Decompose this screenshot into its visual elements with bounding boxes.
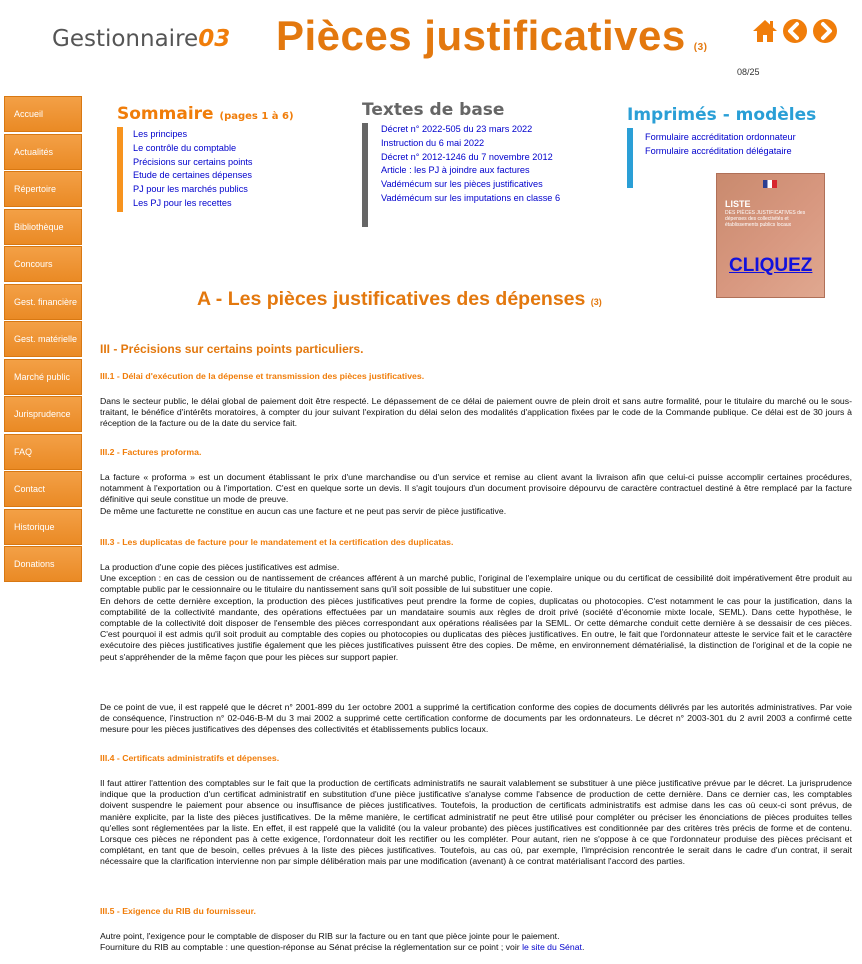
textes-heading: Textes de base — [362, 100, 505, 120]
paragraph-text: Autre point, l'exigence pour le comptable de disposer du RIB sur la facture ou en tant que pièce jointe pour le paiement. — [100, 931, 560, 941]
paragraph-text: La production d'une copie des pièces justificatives est admise. — [100, 562, 340, 572]
sidebar-item-jurisprudence[interactable]: Jurisprudence — [4, 396, 82, 432]
sidebar-item-bibliotheque[interactable]: Bibliothèque — [4, 209, 82, 245]
textes-links — [381, 123, 560, 206]
paragraph-iii-4 — [100, 778, 852, 868]
sidebar-item-marche-public[interactable]: Marché public — [4, 359, 82, 395]
section-title — [197, 288, 602, 311]
cliquez-link[interactable]: CLIQUEZ — [729, 255, 813, 276]
textes-link-article[interactable]: Article : les PJ à joindre aux factures — [381, 165, 530, 176]
sommaire-link-etude[interactable]: Etude de certaines dépenses — [133, 170, 253, 181]
imprimes-link-ordonnateur[interactable]: Formulaire accréditation ordonnateur — [645, 132, 796, 142]
sommaire-link-marches[interactable]: PJ pour les marchés publics — [133, 184, 248, 195]
sommaire-link-precisions[interactable]: Précisions sur certains points — [133, 156, 253, 167]
paragraph-text: De même une facturette ne constitue en aucun cas une facture et ne peut pas servir de pièce justificative. — [100, 505, 507, 516]
sidebar-item-concours[interactable]: Concours — [4, 246, 82, 282]
textes-link-vademecum-classe6[interactable]: Vadémécum sur les imputations en classe 6 — [381, 192, 561, 203]
heading-iii-3: III.3 - Les duplicatas de facture pour le mandatement et la certification des duplicatas. — [100, 537, 454, 547]
page-counter: 08/25 — [737, 67, 760, 77]
arrow-left-icon[interactable] — [782, 18, 808, 44]
sommaire-link-recettes[interactable]: Les PJ pour les recettes — [133, 197, 232, 208]
sommaire-pages: (pages 1 à 6) — [219, 111, 294, 122]
nav-icons — [752, 18, 838, 44]
imprimes-links — [645, 130, 796, 158]
imprimes-heading: Imprimés - modèles — [627, 105, 817, 125]
home-icon[interactable] — [752, 18, 778, 44]
section-title-note: (3) — [590, 297, 602, 307]
paragraph-text: Fourniture du RIB au comptable : une question-réponse au Sénat précise la réglementation sur ce point ; voir — [100, 942, 520, 953]
paragraph-text: Il faut attirer l'attention des comptables sur le fait que la production de certificats administratifs ne saurait valablement se substituer à une pièce justificative prévue par le décret. La jurisprudence indique que la production d'un certificat administratif en substitution d'une pièce justificative s'analyse comme l'absence de production de cette dernière. Dans ce dernier cas, les comptables doivent suspendre le paiement pour absence ou insuffisance de pièces justificatives. Toutefois, la production de certificats administratifs est admise dans les cas où ceux-ci sont prévus, de manière explicite, par la liste des pièces justificatives. De la même manière, le certificat administratif ne peut être utilisé pour compléter ou préciser les énonciations de pièces produites telles qu'elles sont réglementées par la liste. En effet, il est rappelé que la validité (ou la valeur probante) des pièces justificatives est conditionnée par des critères très précis de forme et de contenu. Lorsque ces pièces ne répondent pas à cette exigence, l'ordonnateur doit les rectifier ou les compléter. Pour autant, rien ne s'oppose à ce que l'ordonnateur produise des pièces précisant et complétant, en tant que de besoin, celles prévues à la liste des pièces justificatives. Toutefois, au cas où, par exemple, l'imprécision rencontrée le serait dans le cadre d'un contrat, il serait nécessaire que la clarification intervienne non par simple délibération mais par une modification (avenant) à ce contrat matérialisant l'accord des parties. — [100, 778, 852, 867]
sidebar-item-faq[interactable]: FAQ — [4, 434, 82, 470]
textes-link-decret-2022[interactable]: Décret n° 2022-505 du 23 mars 2022 — [381, 124, 533, 134]
sommaire-bar — [117, 127, 123, 212]
paragraph-iii-5 — [100, 931, 852, 953]
textes-link-instruction[interactable]: Instruction du 6 mai 2022 — [381, 137, 485, 148]
imprimes-link-delegataire[interactable]: Formulaire accréditation délégataire — [645, 146, 792, 156]
sommaire-link-principes[interactable]: Les principes — [133, 129, 188, 139]
sidebar-item-actualites[interactable]: Actualités — [4, 134, 82, 170]
cover-title: LISTE — [725, 199, 751, 209]
heading-iii-2: III.2 - Factures proforma. — [100, 447, 202, 457]
arrow-right-icon[interactable] — [812, 18, 838, 44]
republic-flag-icon — [763, 180, 777, 188]
page-title-text: Pièces justificatives — [276, 12, 686, 59]
textes-link-decret-2012[interactable]: Décret n° 2012-1246 du 7 novembre 2012 — [381, 151, 553, 162]
paragraph-iii-2 — [100, 472, 852, 517]
sommaire-link-controle[interactable]: Le contrôle du comptable — [133, 142, 237, 153]
liste-cover-image[interactable] — [716, 173, 825, 298]
heading-iii-1: III.1 - Délai d'exécution de la dépense et transmission des pièces justificatives. — [100, 371, 425, 381]
paragraph-iii-3 — [100, 562, 852, 663]
sidebar-item-contact[interactable]: Contact — [4, 471, 82, 507]
paragraph-iii-3-b — [100, 702, 852, 736]
sidebar-item-gest-materielle[interactable]: Gest. matérielle — [4, 321, 82, 357]
paragraph-text: La facture « proforma » est un document établissant le prix d'une marchandise ou d'un service et remise au client avant la livraison afin que celui-ci puisse accomplir certaines procédures, notamment à l'exportation ou à l'importation. C'est en quelque sorte un devis. Il s'agit toujours d'un document provisoire dépourvu de caractère contractuel destiné à être remplacé par la facture définitive qui seule constitue un mode de preuve. — [100, 472, 852, 505]
section-subtitle: III - Précisions sur certains points particuliers. — [100, 342, 364, 356]
page-title-note: (3) — [693, 42, 708, 53]
paragraph-text: Dans le secteur public, le délai global de paiement doit être respecté. Le dépassement de ce délai de paiement ouvre de plein droit et sans autre formalité, pour le titulaire du marché ou le sous-traitant, le bénéfice d'intérêts moratoires, à compter du jour suivant l'expiration du délai selon des modalités d'application fixées par le code de la Commande publique. Ce délai est de 30 jours à réception de la facture ou de la date du service fait. — [100, 396, 852, 429]
cover-subtitle: DES PIÈCES JUSTIFICATIVES des dépenses des collectivités et établissements publics locaux — [725, 210, 806, 228]
sidebar-item-gest-financiere[interactable]: Gest. financière — [4, 284, 82, 320]
paragraph-text: Une exception : en cas de cession ou de nantissement de créances afférent à un marché public, l'original de l'exemplaire unique ou du certificat de cessibilité doit impérativement être produit au comptable public par le cessionnaire ou le titulaire du nantissement sans qu'il soit possible de lui substituer une copie. — [100, 573, 852, 595]
sidebar-item-historique[interactable]: Historique — [4, 509, 82, 545]
sommaire-title: Sommaire — [117, 104, 214, 124]
textes-bar — [362, 123, 368, 227]
site-brand[interactable] — [52, 26, 230, 52]
brand-text: Gestionnaire — [52, 26, 199, 52]
sommaire-heading — [117, 104, 294, 124]
sidebar — [4, 96, 82, 584]
heading-iii-4: III.4 - Certificats administratifs et dépenses. — [100, 753, 280, 763]
paragraph-iii-1 — [100, 396, 852, 430]
page-title — [276, 12, 707, 60]
sidebar-item-accueil[interactable]: Accueil — [4, 96, 82, 132]
textes-link-vademecum-pj[interactable]: Vadémécum sur les pièces justificatives — [381, 179, 543, 190]
sommaire-links — [133, 128, 253, 211]
sidebar-item-repertoire[interactable]: Répertoire — [4, 171, 82, 207]
imprimes-bar — [627, 128, 633, 188]
paragraph-text: En dehors de cette dernière exception, la production des pièces justificatives peut prendre la forme de copies, duplicatas ou photocopies. C'est notamment le cas pour la justification, dans la comptabilité de la collectivité mandante, des opérations effectuées par un mandataire soumis aux règles de droit privé (société d'économie mixte locale, SEML). Dans cette hypothèse, le comptable de la collectivité doit disposer de l'ensemble des pièces correspondant aux opérations réalisées par la SEML. Or cette démarche conduit cette dernière à se dessaisir de ces pièces. C'est pourquoi il est admis qu'il soit produit au comptable des copies ou photocopies ou duplicatas des pièces justificatives. En outre, le fait que l'ordonnateur atteste le service fait et le caractère exécutoire des pièces justificatives justifie également que les pièces justificatives puissent être des copies. De même, en environnement dématérialisé, la distinction de l'original et de la copie ne peut s'appréhender de la même façon que pour les pièces sur support papier. — [100, 595, 852, 662]
section-title-text: A - Les pièces justificatives des dépenses — [197, 288, 586, 310]
sidebar-item-donations[interactable]: Donations — [4, 546, 82, 582]
heading-iii-5: III.5 - Exigence du RIB du fournisseur. — [100, 906, 256, 916]
paragraph-end: . — [581, 942, 585, 953]
paragraph-text: De ce point de vue, il est rappelé que le décret n° 2001-899 du 1er octobre 2001 a supprimé la certification conforme des copies de documents délivrés par les autorités administratives. Par voie de conséquence, l'instruction n° 02-046-B-M du 3 mai 2002 a supprimé cette certification conforme de documents par les ordonnateurs. Le décret n° 2003-301 du 2 avril 2003 a confirmé cette mesure pour les pièces justificatives des dépenses des collectivités et établissements publics locaux. — [100, 702, 852, 735]
brand-number: 03 — [198, 26, 231, 52]
senat-link[interactable]: le site du Sénat — [522, 942, 582, 953]
